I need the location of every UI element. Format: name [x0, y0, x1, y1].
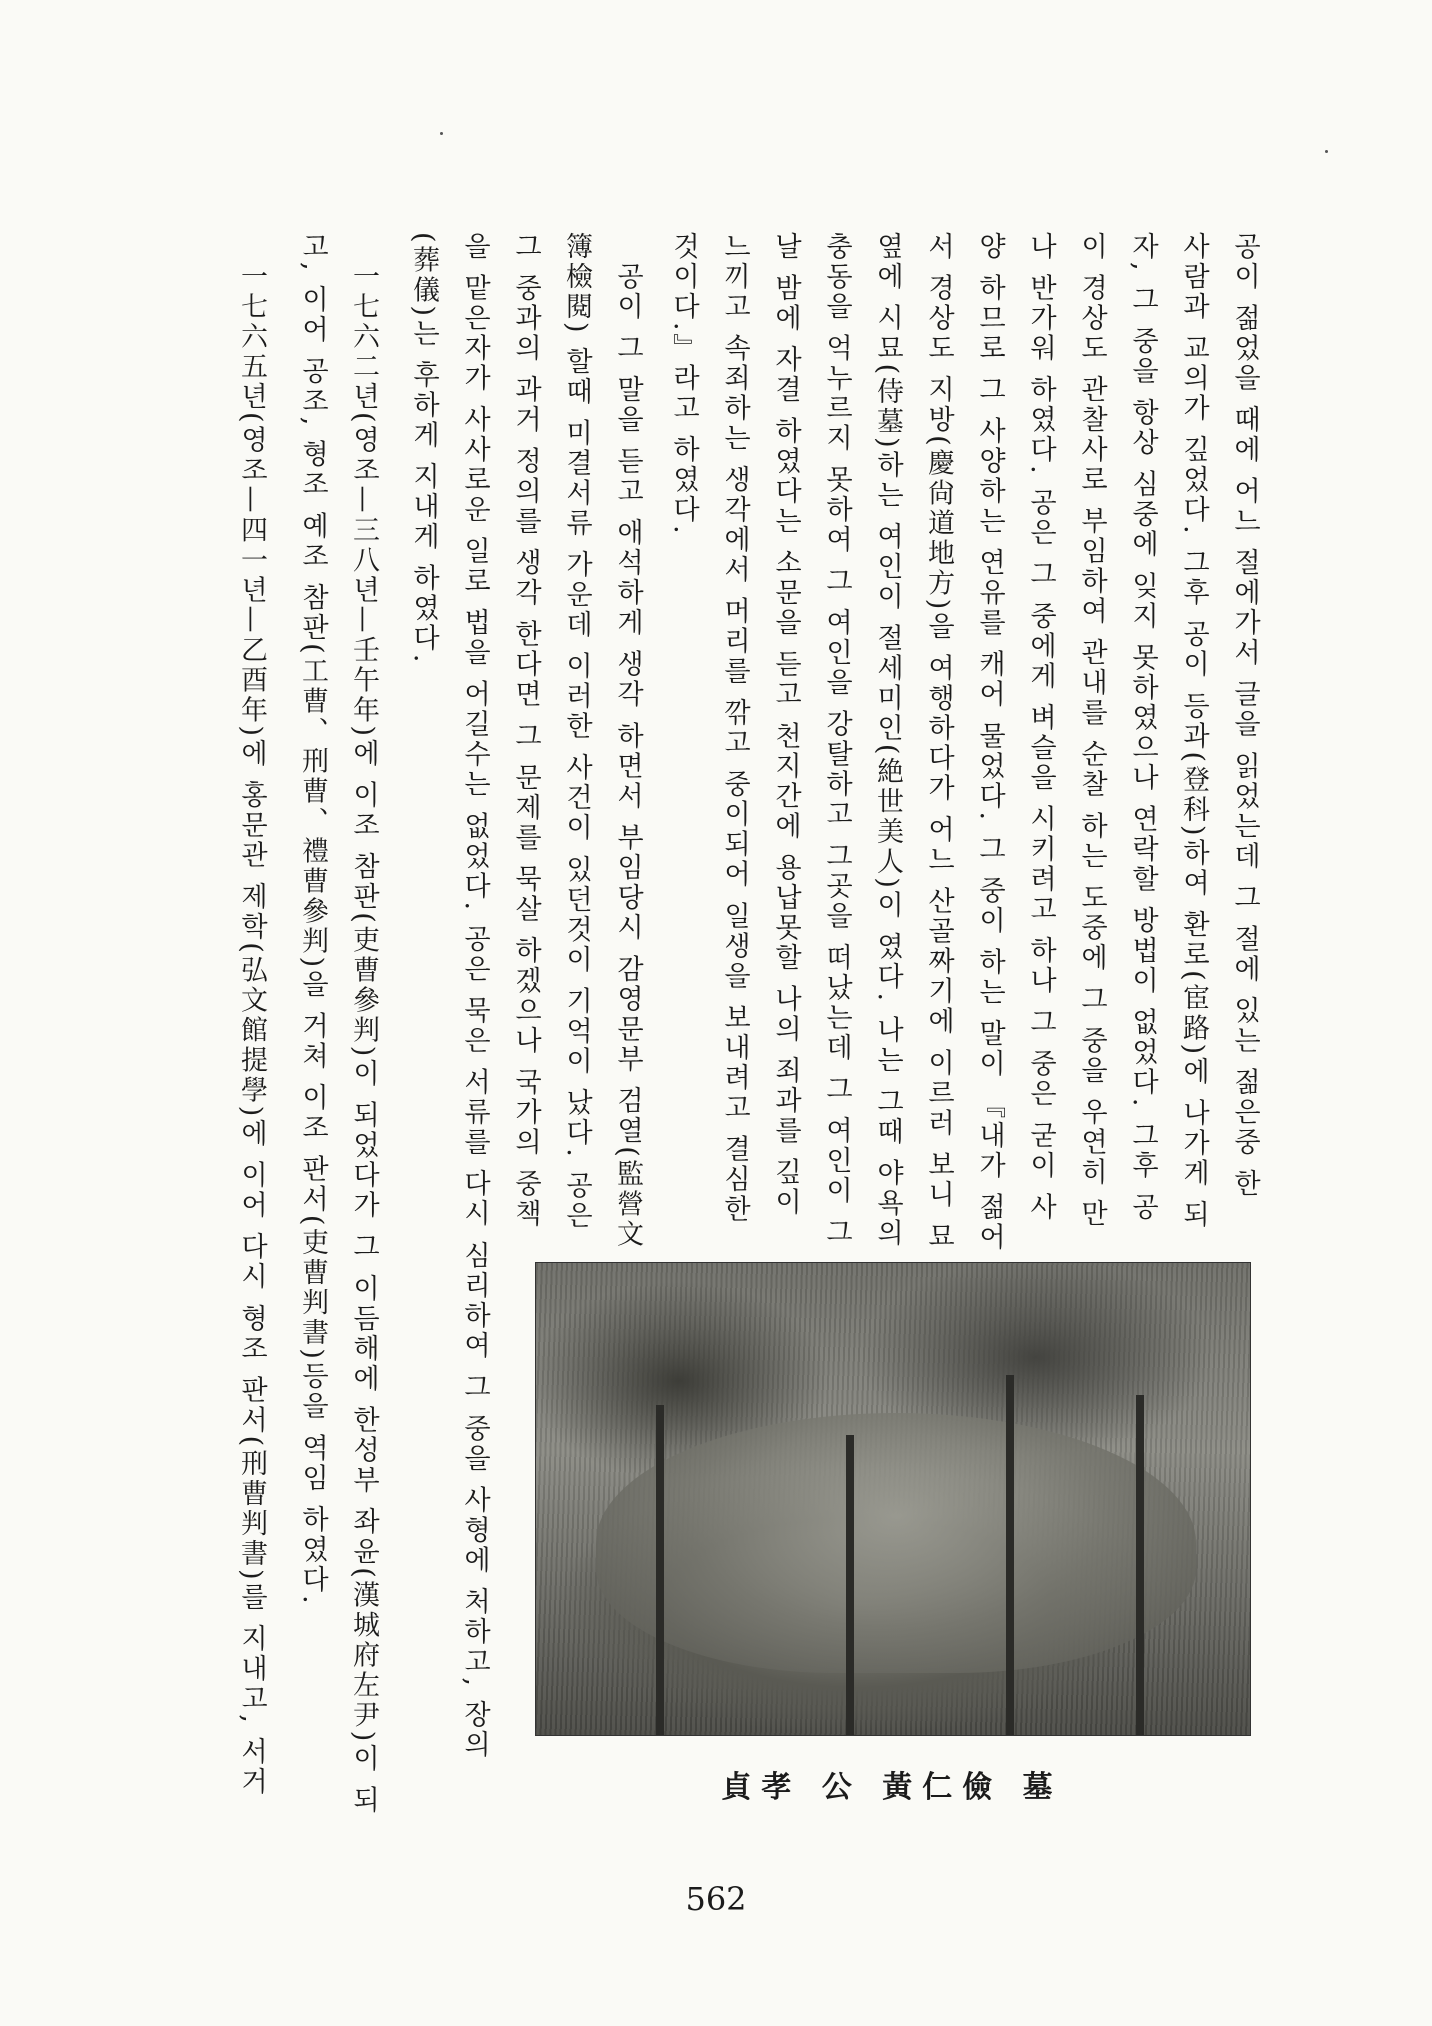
text-column-3: 자, 그 중을 항상 심중에 잊지 못하였으나 연락할 방법이 없었다. 그후 공 — [1127, 232, 1158, 1223]
text-column-4: 이 경상도 관찰사로 부임하여 관내를 순찰 하는 도중에 그 중을 우연히 만 — [1076, 232, 1107, 1230]
text-column-6: 양 하므로 그 사양하는 연유를 캐어 물었다. 그 중이 하는 말이 『내가 젊어 — [974, 232, 1005, 1253]
text-column-13: 공이 그 말을 듣고 애석하게 생각 하면서 부임당시 감영문부 검열(監營文 — [612, 262, 643, 1250]
text-column-8: 옆에 시묘(侍墓)하는 여인이 절세미인(絶世美人)이 였다. 나는 그때 야욕의 — [872, 232, 903, 1249]
text-column-14: 簿檢閱) 할때 미결서류 가운데 이러한 사건이 있던것이 기억이 났다. 공은 — [561, 232, 592, 1232]
paper-speck — [440, 132, 443, 135]
text-column-17: (葬儀)는 후하게 지내게 하였다. — [408, 232, 439, 666]
tomb-photo — [535, 1262, 1251, 1736]
tree-trunk — [656, 1405, 664, 1735]
text-column-5: 나 반가워 하였다. 공은 그 중에게 벼슬을 시키려고 하나 그 중은 굳이 사 — [1025, 232, 1056, 1223]
tree-trunk — [1136, 1395, 1144, 1735]
text-column-10: 날 밤에 자결 하였다는 소문을 듣고 천지간에 용납못할 나의 죄과를 깊이 — [770, 232, 801, 1218]
photo-caption: 貞孝 公 黃仁儉 墓 — [721, 1770, 1063, 1805]
text-column-9: 충동을 억누르지 못하여 그 여인을 강탈하고 그곳을 떠났는데 그 여인이 그 — [821, 232, 852, 1248]
text-column-16: 을 맡은자가 사사로운 일로 법을 어길수는 없었다. 공은 묵은 서류를 다시 심리하여 그 중을 사형에 처하고, 장의 — [459, 232, 490, 1761]
text-column-18: 一七六二년(영조—三八년—壬午年)에 이조 참판(吏曹參判)이 되었다가 그 이듬해에 한성부 좌윤(漢城府左尹)이 되 — [348, 262, 379, 1816]
tree-trunk — [1006, 1375, 1014, 1735]
text-column-11: 느끼고 속죄하는 생각에서 머리를 깎고 중이되어 일생을 보내려고 결심한 — [719, 232, 750, 1225]
text-column-19: 고, 이어 공조, 형조 예조 참판(工曹、刑曹、禮曹參判)을 거쳐 이조 판서(吏曹判書)등을 역임 하였다. — [297, 232, 328, 1607]
text-column-2: 사람과 교의가 깊었다. 그후 공이 등과(登科)하여 환로(宦路)에 나가게 되 — [1178, 232, 1209, 1231]
page-number: 562 — [685, 1880, 747, 1918]
tree-trunk — [846, 1435, 854, 1735]
tomb-mound — [596, 1413, 1196, 1673]
text-column-7: 서 경상도 지방(慶尙道地方)을 여행하다가 어느 산골짜기에 이르러 보니 묘 — [923, 232, 954, 1252]
text-column-15: 그 중과의 과거 정의를 생각 한다면 그 문제를 묵살 하겠으나 국가의 중책 — [510, 232, 541, 1230]
text-column-20: 一七六五년(영조—四一년—乙酉年)에 홍문관 제학(弘文館提學)에 이어 다시 형조 판서(刑曹判書)를 지내고, 서거 — [236, 262, 267, 1798]
text-column-12: 것이다.』라고 하였다. — [668, 232, 699, 537]
text-column-1: 공이 젊었을 때에 어느 절에가서 글을 읽었는데 그 절에 있는 젊은중 한 — [1229, 232, 1260, 1200]
paper-speck — [1325, 150, 1328, 153]
